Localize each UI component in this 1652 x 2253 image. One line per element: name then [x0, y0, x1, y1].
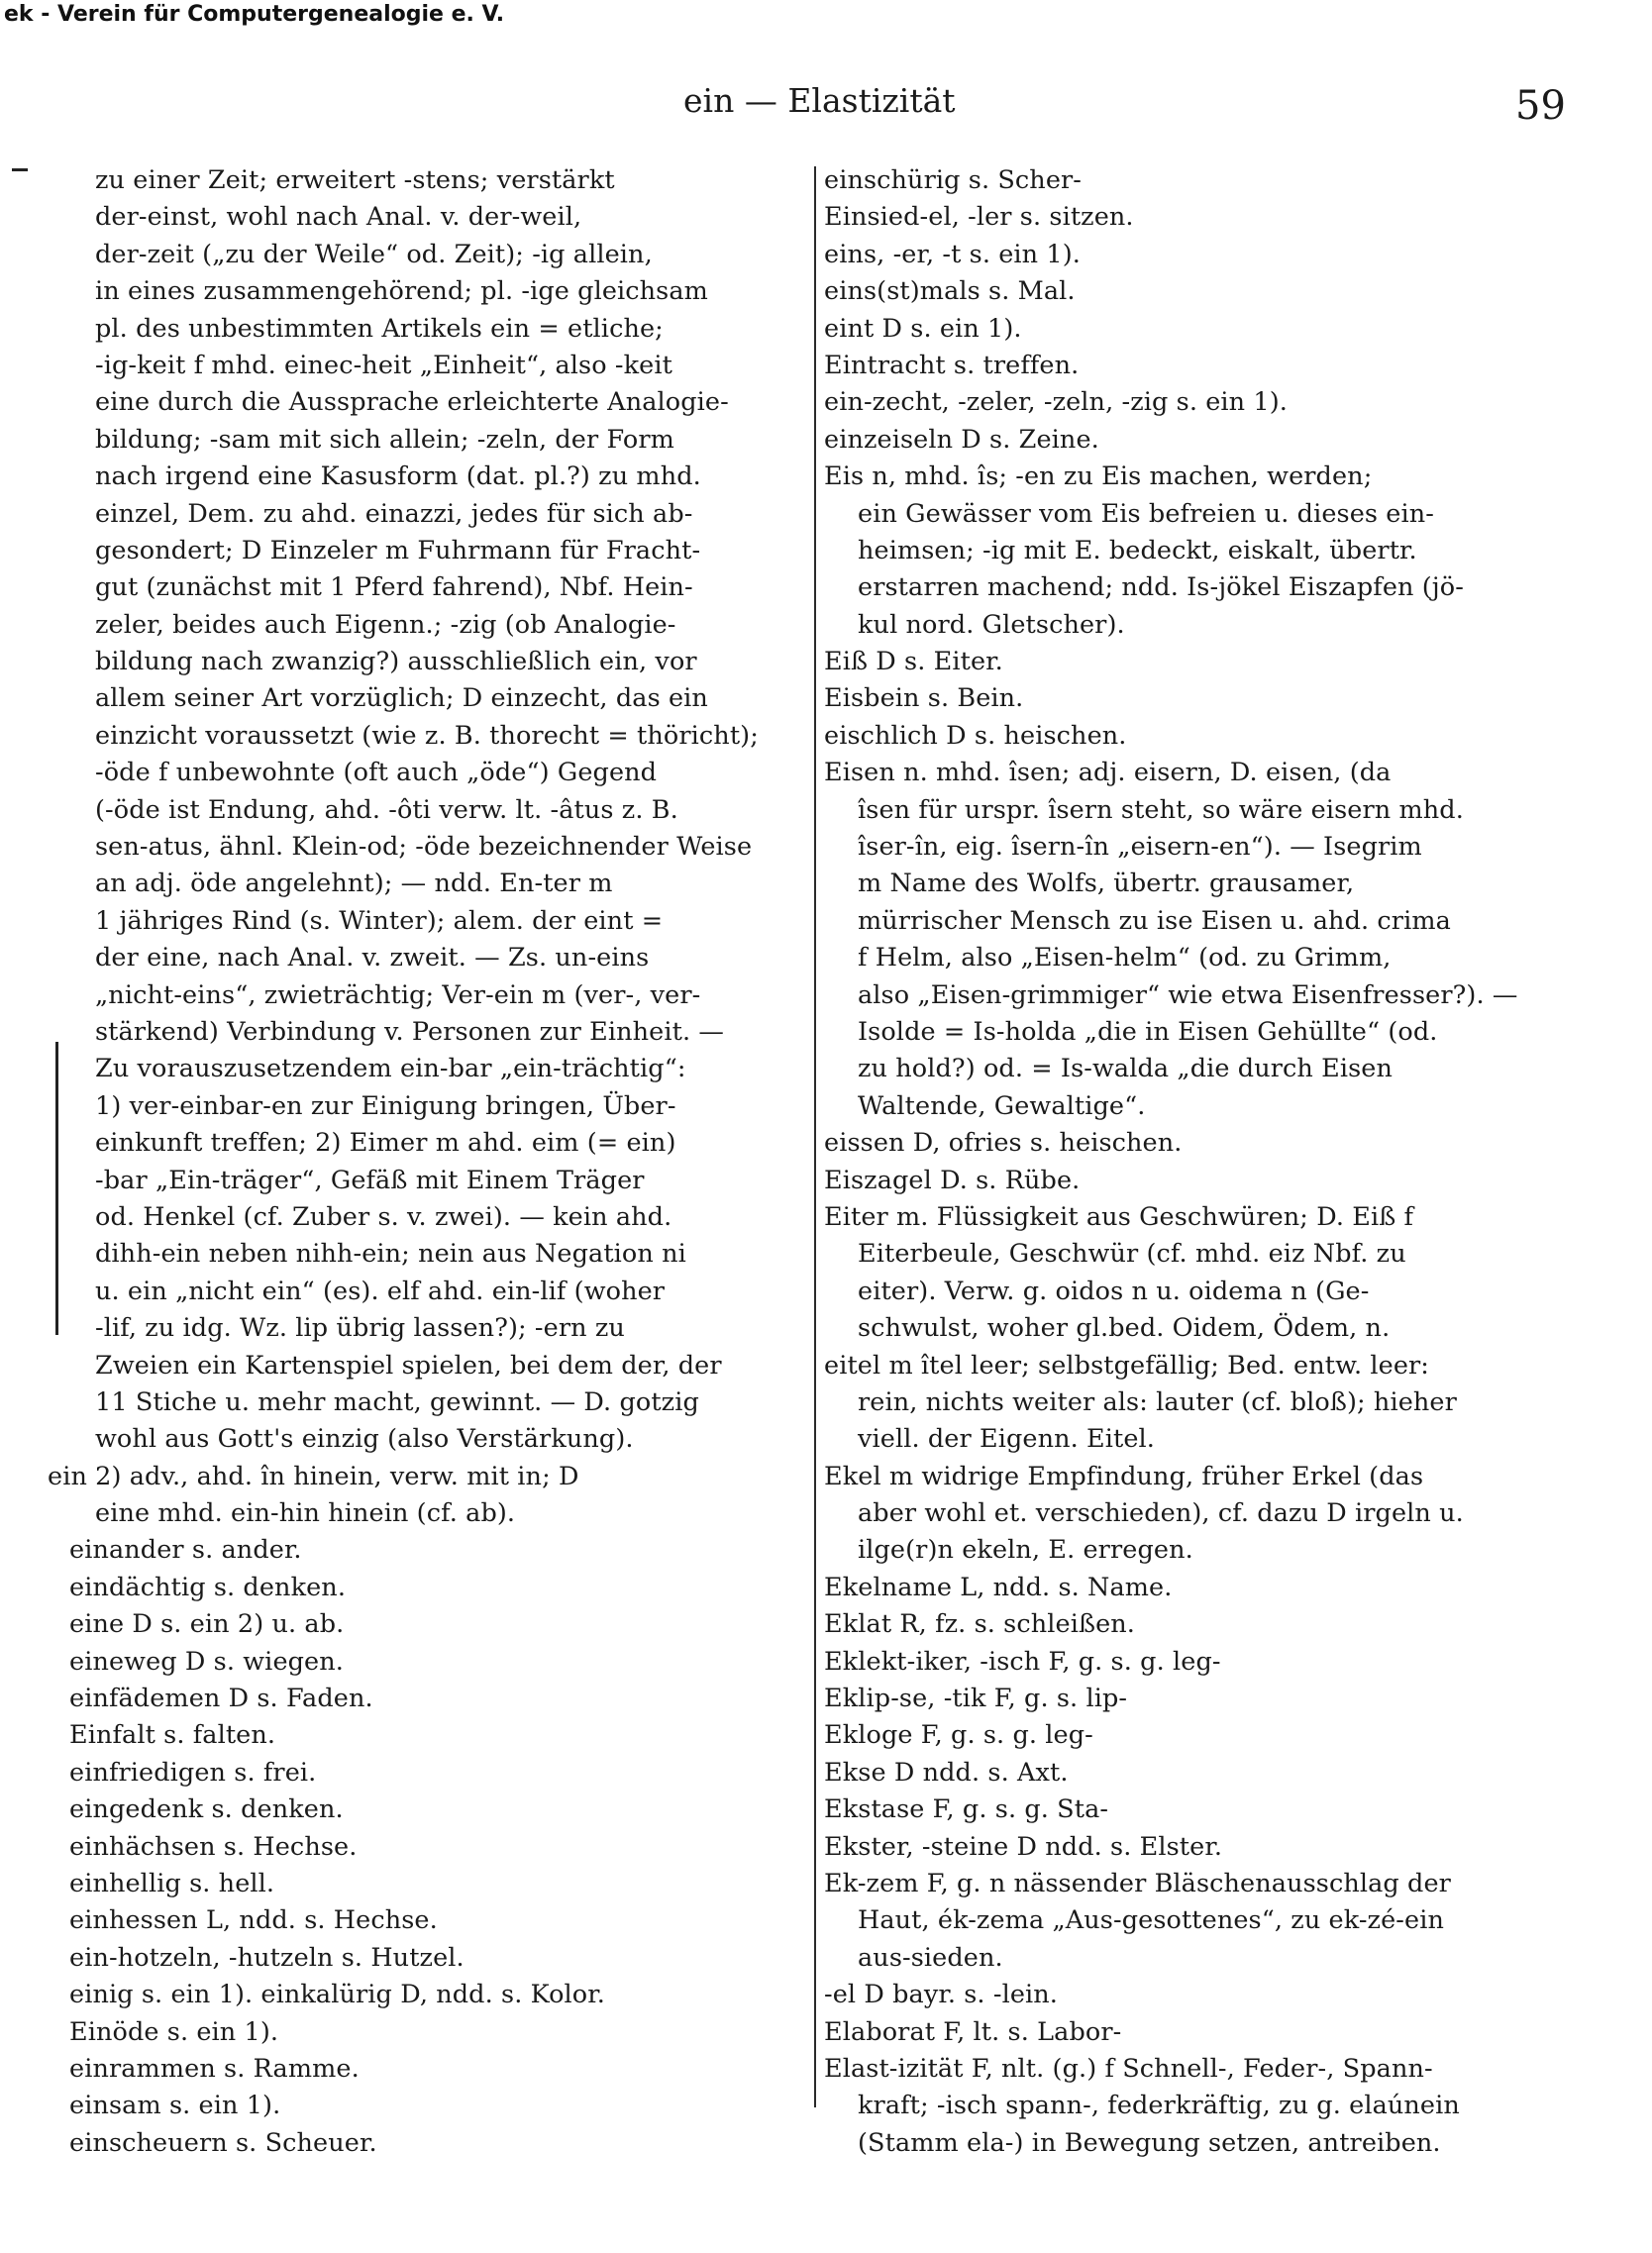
dictionary-line: einig s. ein 1). einkalürig D, ndd. s. Kolor.	[69, 1980, 605, 2010]
dictionary-line: einkunft treffen; 2) Eimer m ahd. eim (= ein)	[95, 1128, 676, 1159]
dictionary-line: ein-zecht, -zeler, -zeln, -zig s. ein 1).	[824, 387, 1288, 418]
dictionary-line: schwulst, woher gl.bed. Oidem, Ödem, n.	[858, 1313, 1391, 1344]
dictionary-line: îsen für urspr. îsern steht, so wäre eisern mhd.	[858, 794, 1464, 825]
dictionary-line: an adj. öde angelehnt); — ndd. En-ter m	[95, 869, 613, 899]
dictionary-line: eiter). Verw. g. oidos n u. oidema n (Ge-	[858, 1276, 1370, 1306]
dictionary-line: Zweien ein Kartenspiel spielen, bei dem der, der	[95, 1350, 722, 1381]
dictionary-line: Einöde s. ein 1).	[69, 2016, 279, 2047]
dictionary-line: Eiter m. Flüssigkeit aus Geschwüren; D. Eiß f	[824, 1201, 1414, 1232]
dictionary-line: -el D bayr. s. -lein.	[824, 1980, 1058, 2010]
dictionary-line: einscheuern s. Scheuer.	[69, 2127, 377, 2158]
dictionary-line: einhächsen s. Hechse.	[69, 1831, 358, 1862]
dictionary-line: eint D s. ein 1).	[824, 313, 1022, 344]
dictionary-line: eindächtig s. denken.	[69, 1572, 347, 1602]
dictionary-line: -öde f unbewohnte (oft auch „öde“) Gegend	[95, 758, 658, 788]
dictionary-line: viell. der Eigenn. Eitel.	[858, 1424, 1155, 1455]
dictionary-line: Einfalt s. falten.	[69, 1720, 276, 1751]
dictionary-line: eins, -er, -t s. ein 1).	[824, 239, 1081, 269]
dictionary-line: kraft; -isch spann-, federkräftig, zu g. elaúnein	[858, 2091, 1460, 2121]
dictionary-line: nach irgend eine Kasusform (dat. pl.?) zu mhd.	[95, 461, 701, 492]
dictionary-line: u. ein „nicht ein“ (es). elf ahd. ein-lif (woher	[95, 1276, 666, 1306]
dictionary-line: Eisbein s. Bein.	[824, 683, 1024, 714]
dictionary-line: aber wohl et. verschieden), cf. dazu D irgeln u.	[858, 1498, 1464, 1529]
page-number: 59	[1515, 83, 1566, 129]
dictionary-line: der eine, nach Anal. v. zweit. — Zs. un-eins	[95, 943, 650, 973]
dictionary-line: Eintracht s. treffen.	[824, 350, 1080, 380]
dictionary-line: einfriedigen s. frei.	[69, 1757, 317, 1788]
dictionary-line: Eiß D s. Eiter.	[824, 647, 1003, 677]
dictionary-line: einzel, Dem. zu ahd. einazzi, jedes für sich ab-	[95, 498, 693, 529]
dictionary-line: Elaborat F, lt. s. Labor-	[824, 2016, 1122, 2047]
dictionary-line: Ekloge F, g. s. g. leg-	[824, 1720, 1093, 1751]
dictionary-line: Eklip-se, -tik F, g. s. lip-	[824, 1684, 1128, 1714]
dictionary-line: Eis n, mhd. îs; -en zu Eis machen, werden;	[824, 461, 1373, 492]
dictionary-line: bildung; -sam mit sich allein; -zeln, der Form	[95, 424, 674, 455]
dictionary-line: einhellig s. hell.	[69, 1868, 275, 1898]
dictionary-line: einzicht voraussetzt (wie z. B. thorecht = thöricht);	[95, 720, 759, 751]
dictionary-line: eissen D, ofries s. heischen.	[824, 1128, 1183, 1159]
dictionary-line: eins(st)mals s. Mal.	[824, 276, 1076, 307]
dictionary-line: eine durch die Aussprache erleichterte Analogie-	[95, 387, 729, 418]
dictionary-line: -bar „Ein-träger“, Gefäß mit Einem Träger	[95, 1165, 645, 1195]
dictionary-line: ilge(r)n ekeln, E. erregen.	[858, 1535, 1193, 1566]
dictionary-line: erstarren machend; ndd. Is-jökel Eiszapfen (jö-	[858, 572, 1464, 603]
dictionary-line: eineweg D s. wiegen.	[69, 1646, 344, 1677]
dictionary-line: heimsen; -ig mit E. bedeckt, eiskalt, übertr.	[858, 535, 1417, 565]
dictionary-line: mürrischer Mensch zu ise Eisen u. ahd. crima	[858, 905, 1451, 936]
dictionary-line: od. Henkel (cf. Zuber s. v. zwei). — kein ahd.	[95, 1201, 672, 1232]
dictionary-line: îser-în, eig. îsern-în „eisern-en“). — Isegrim	[858, 832, 1422, 863]
dictionary-line: rein, nichts weiter als: lauter (cf. bloß); hieher	[858, 1386, 1457, 1417]
dictionary-line: einrammen s. Ramme.	[69, 2053, 360, 2084]
dictionary-line: zeler, beides auch Eigenn.; -zig (ob Analogie-	[95, 609, 676, 640]
dictionary-line: einfädemen D s. Faden.	[69, 1684, 373, 1714]
dictionary-line: einhessen L, ndd. s. Hechse.	[69, 1905, 438, 1936]
dictionary-line: eitel m îtel leer; selbstgefällig; Bed. entw. leer:	[824, 1350, 1429, 1381]
right-column	[824, 162, 1557, 2162]
dictionary-line: wohl aus Gott's einzig (also Verstärkung).	[95, 1424, 634, 1455]
dictionary-line: bildung nach zwanzig?) ausschließlich ein, vor	[95, 647, 697, 677]
dictionary-line: Ek-zem F, g. n nässender Bläschenausschlag der	[824, 1868, 1451, 1898]
dictionary-line: in eines zusammengehörend; pl. -ige gleichsam	[95, 276, 708, 307]
dictionary-line: Ekstase F, g. s. g. Sta-	[824, 1794, 1109, 1825]
dictionary-line: 1) ver-einbar-en zur Einigung bringen, Über-	[95, 1090, 676, 1121]
dictionary-line: allem seiner Art vorzüglich; D einzecht, das ein	[95, 683, 708, 714]
dictionary-line: Zu vorauszusetzendem ein-bar „ein-trächtig“:	[95, 1054, 686, 1084]
dictionary-line: (-öde ist Endung, ahd. -ôti verw. lt. -âtus z. B.	[95, 794, 678, 825]
dictionary-line: Eiterbeule, Geschwür (cf. mhd. eiz Nbf. zu	[858, 1239, 1406, 1270]
dictionary-line: m Name des Wolfs, übertr. grausamer,	[858, 869, 1355, 899]
running-head: ein — Elastizität	[683, 81, 956, 120]
margin-mark	[12, 168, 28, 171]
dictionary-line: eischlich D s. heischen.	[824, 720, 1127, 751]
column-divider	[814, 166, 816, 2107]
dictionary-line: Ekster, -steine D ndd. s. Elster.	[824, 1831, 1223, 1862]
dictionary-line: Haut, ék-zema „Aus-gesottenes“, zu ek-zé-ein	[858, 1905, 1444, 1936]
dictionary-line: gesondert; D Einzeler m Fuhrmann für Fracht-	[95, 535, 701, 565]
dictionary-line: eine D s. ein 2) u. ab.	[69, 1609, 345, 1640]
dictionary-line: -ig-keit f mhd. einec-heit „Einheit“, also -keit	[95, 350, 672, 380]
dictionary-line: Isolde = Is-holda „die in Eisen Gehüllte“ (od.	[858, 1016, 1438, 1047]
dictionary-line: der-zeit („zu der Weile“ od. Zeit); -ig allein,	[95, 239, 653, 269]
left-column	[48, 162, 810, 2162]
dictionary-line: Elast-izität F, nlt. (g.) f Schnell-, Feder-, Spann-	[824, 2053, 1433, 2084]
dictionary-line: Ekel m widrige Empfindung, früher Erkel (das	[824, 1461, 1424, 1491]
dictionary-line: gut (zunächst mit 1 Pferd fahrend), Nbf. Hein-	[95, 572, 693, 603]
dictionary-line: dihh-ein neben nihh-ein; nein aus Negation ni	[95, 1239, 686, 1270]
dictionary-line: 11 Stiche u. mehr macht, gewinnt. — D. gotzig	[95, 1386, 699, 1417]
dictionary-line: kul nord. Gletscher).	[858, 609, 1125, 640]
dictionary-line: sen-atus, ähnl. Klein-od; -öde bezeichnender Weise	[95, 832, 753, 863]
dictionary-line: Waltende, Gewaltige“.	[858, 1090, 1146, 1121]
dictionary-line: 1 jähriges Rind (s. Winter); alem. der eint =	[95, 905, 664, 936]
dictionary-line: zu einer Zeit; erweitert -stens; verstärkt	[95, 165, 615, 195]
dictionary-line: Ekse D ndd. s. Axt.	[824, 1757, 1069, 1788]
dictionary-line: Ekelname L, ndd. s. Name.	[824, 1572, 1173, 1602]
dictionary-line: f Helm, also „Eisen-helm“ (od. zu Grimm,	[858, 943, 1392, 973]
dictionary-line: -lif, zu idg. Wz. lip übrig lassen?); -ern zu	[95, 1313, 625, 1344]
dictionary-line: Eisen n. mhd. îsen; adj. eisern, D. eisen, (da	[824, 758, 1392, 788]
dictionary-line: Einsied-el, -ler s. sitzen.	[824, 202, 1134, 233]
banner-caption: ek - Verein für Computergenealogie e. V.	[4, 2, 505, 27]
dictionary-line: zu hold?) od. = Is-walda „die durch Eisen	[858, 1054, 1393, 1084]
dictionary-line: stärkend) Verbindung v. Personen zur Einheit. —	[95, 1016, 724, 1047]
dictionary-line: Eklat R, fz. s. schleißen.	[824, 1609, 1136, 1640]
dictionary-line: einschürig s. Scher-	[824, 165, 1083, 195]
dictionary-line: pl. des unbestimmten Artikels ein = etliche;	[95, 313, 664, 344]
dictionary-line: eingedenk s. denken.	[69, 1794, 344, 1825]
dictionary-line: Eiszagel D. s. Rübe.	[824, 1165, 1081, 1195]
dictionary-line: Eklekt-iker, -isch F, g. s. g. leg-	[824, 1646, 1221, 1677]
dictionary-line: einsam s. ein 1).	[69, 2091, 281, 2121]
dictionary-line: der-einst, wohl nach Anal. v. der-weil,	[95, 202, 582, 233]
dictionary-line: „nicht-eins“, zwieträchtig; Ver-ein m (ver-, ver-	[95, 979, 701, 1010]
dictionary-line: eine mhd. ein-hin hinein (cf. ab).	[95, 1498, 516, 1529]
dictionary-line: ein Gewässer vom Eis befreien u. dieses ein-	[858, 498, 1434, 529]
dictionary-line: einander s. ander.	[69, 1535, 302, 1566]
dictionary-line: also „Eisen-grimmiger“ wie etwa Eisenfresser?). —	[858, 979, 1518, 1010]
dictionary-line: ein 2) adv., ahd. în hinein, verw. mit in; D	[48, 1461, 579, 1491]
dictionary-line: einzeiseln D s. Zeine.	[824, 424, 1099, 455]
dictionary-line: (Stamm ela-) in Bewegung setzen, antreiben.	[858, 2127, 1441, 2158]
dictionary-line: aus-sieden.	[858, 1942, 1003, 1973]
dictionary-line: ein-hotzeln, -hutzeln s. Hutzel.	[69, 1942, 465, 1973]
